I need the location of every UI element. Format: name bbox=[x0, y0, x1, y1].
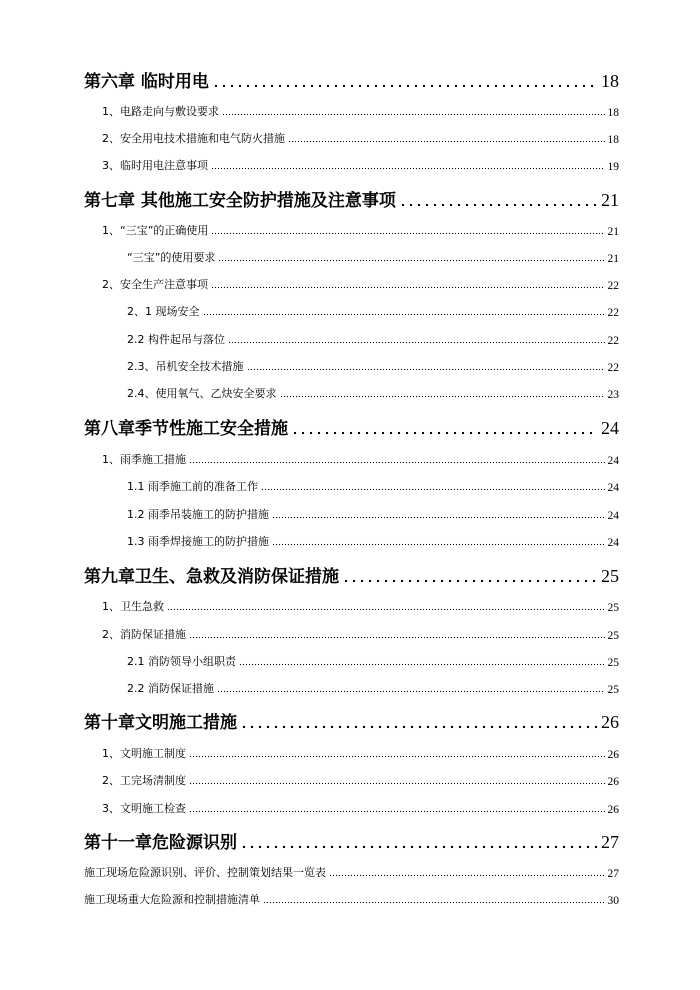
toc-subsection-entry[interactable] bbox=[127, 249, 619, 265]
dot-leader bbox=[291, 419, 598, 435]
dot-leader bbox=[167, 601, 605, 611]
toc-section-entry[interactable] bbox=[102, 157, 619, 173]
toc-section-entry[interactable] bbox=[102, 626, 619, 642]
dot-leader bbox=[211, 225, 604, 235]
toc-entry[interactable] bbox=[84, 891, 619, 907]
toc-chapter-entry[interactable] bbox=[84, 187, 619, 211]
toc-page-number: 26 bbox=[607, 749, 619, 761]
dot-leader bbox=[189, 748, 605, 758]
toc-subsection-entry[interactable] bbox=[127, 506, 619, 522]
toc-page-number: 18 bbox=[607, 134, 619, 146]
toc-subsection-entry[interactable] bbox=[127, 478, 619, 494]
toc-subsection-entry[interactable] bbox=[127, 303, 619, 319]
toc-entry-title: 2、安全用电技术措施和电气防火措施 bbox=[102, 132, 285, 145]
toc-entry-title: 第十一章危险源识别 bbox=[84, 833, 237, 853]
dot-leader bbox=[189, 454, 605, 464]
toc-entry-title: 2、工完场清制度 bbox=[102, 774, 186, 787]
toc-entry-title: 施工现场重大危险源和控制措施清单 bbox=[84, 893, 260, 906]
toc-page-number: 19 bbox=[607, 161, 619, 173]
dot-leader bbox=[228, 334, 605, 344]
toc-entry-title: 2.4、使用氧气、乙炔安全要求 bbox=[127, 387, 277, 400]
toc-page-number: 26 bbox=[607, 804, 619, 816]
toc-entry-title: 第八章季节性施工安全措施 bbox=[84, 419, 288, 439]
dot-leader bbox=[189, 775, 605, 785]
toc-entry-title: 1、“三宝”的正确使用 bbox=[102, 224, 209, 237]
dot-leader bbox=[261, 481, 605, 491]
toc-section-entry[interactable] bbox=[102, 745, 619, 761]
dot-leader bbox=[203, 306, 605, 316]
toc-entry-title: 第六章 临时用电 bbox=[84, 72, 209, 92]
toc-page-number: 21 bbox=[607, 253, 619, 265]
toc-entry-title: 第十章文明施工措施 bbox=[84, 713, 237, 733]
toc-page-number: 21 bbox=[601, 190, 619, 210]
toc-entry-title: 施工现场危险源识别、评价、控制策划结果一览表 bbox=[84, 866, 326, 879]
toc-chapter-entry[interactable] bbox=[84, 415, 619, 439]
toc-entry-title: 1、文明施工制度 bbox=[102, 747, 186, 760]
dot-leader bbox=[280, 388, 605, 398]
toc-page-number: 18 bbox=[601, 71, 619, 91]
dot-leader bbox=[288, 133, 605, 143]
toc-page-number: 26 bbox=[601, 712, 619, 732]
toc-page-number: 18 bbox=[607, 107, 619, 119]
toc-page-number: 23 bbox=[607, 389, 619, 401]
toc-entry-title: 1.1 雨季施工前的准备工作 bbox=[127, 480, 258, 493]
dot-leader bbox=[217, 683, 605, 693]
dot-leader bbox=[240, 713, 598, 729]
toc-entry-title: 1、雨季施工措施 bbox=[102, 453, 186, 466]
toc-entry[interactable] bbox=[84, 864, 619, 880]
toc-subsection-entry[interactable] bbox=[127, 358, 619, 374]
toc-section-entry[interactable] bbox=[102, 103, 619, 119]
toc-page-number: 25 bbox=[607, 630, 619, 642]
toc-subsection-entry[interactable] bbox=[127, 385, 619, 401]
toc-page-number: 25 bbox=[607, 684, 619, 696]
toc-entry-title: 2.1 消防领导小组职责 bbox=[127, 655, 236, 668]
toc-entry-title: 2、1 现场安全 bbox=[127, 305, 200, 318]
toc-entry-title: 1.2 雨季吊装施工的防护措施 bbox=[127, 508, 269, 521]
toc-page-number: 24 bbox=[607, 537, 619, 549]
toc-section-entry[interactable] bbox=[102, 772, 619, 788]
dot-leader bbox=[211, 160, 605, 170]
toc-page-number: 24 bbox=[607, 455, 619, 467]
toc-page-number: 25 bbox=[607, 657, 619, 669]
toc-page-number: 25 bbox=[607, 602, 619, 614]
toc-entry-title: 1.3 雨季焊接施工的防护措施 bbox=[127, 535, 269, 548]
dot-leader bbox=[239, 656, 605, 666]
toc-page-number: 24 bbox=[607, 510, 619, 522]
toc-page-number: 25 bbox=[601, 566, 619, 586]
toc-page-number: 30 bbox=[607, 895, 619, 907]
toc-entry-title: “三宝”的使用要求 bbox=[127, 251, 216, 264]
toc-entry-title: 第九章卫生、急救及消防保证措施 bbox=[84, 567, 339, 587]
toc-chapter-entry[interactable] bbox=[84, 829, 619, 853]
toc-entry-title: 2.3、吊机安全技术措施 bbox=[127, 360, 244, 373]
toc-page-number: 22 bbox=[607, 280, 619, 292]
dot-leader bbox=[399, 191, 598, 207]
toc-page-number: 27 bbox=[607, 868, 619, 880]
dot-leader bbox=[240, 833, 598, 849]
dot-leader bbox=[211, 279, 605, 289]
dot-leader bbox=[342, 567, 598, 583]
toc-page-number: 27 bbox=[601, 832, 619, 852]
toc-subsection-entry[interactable] bbox=[127, 653, 619, 669]
toc-section-entry[interactable] bbox=[102, 598, 619, 614]
toc-page-number: 21 bbox=[607, 226, 619, 238]
toc-subsection-entry[interactable] bbox=[127, 331, 619, 347]
toc-entry-title: 3、临时用电注意事项 bbox=[102, 159, 208, 172]
toc-entry-title: 2、消防保证措施 bbox=[102, 628, 186, 641]
toc-entry-title: 2、安全生产注意事项 bbox=[102, 278, 208, 291]
toc-entry-title: 第七章 其他施工安全防护措施及注意事项 bbox=[84, 191, 396, 211]
toc-page-number: 22 bbox=[607, 362, 619, 374]
toc-page-number: 22 bbox=[607, 307, 619, 319]
toc-chapter-entry[interactable] bbox=[84, 68, 619, 92]
toc-page-number: 24 bbox=[601, 418, 619, 438]
toc-entry-title: 3、文明施工检查 bbox=[102, 802, 186, 815]
dot-leader bbox=[222, 106, 605, 116]
toc-section-entry[interactable] bbox=[102, 130, 619, 146]
toc-page-number: 24 bbox=[607, 482, 619, 494]
dot-leader bbox=[218, 252, 604, 262]
dot-leader bbox=[272, 536, 605, 546]
toc-page-number: 26 bbox=[607, 776, 619, 788]
toc-subsection-entry[interactable] bbox=[127, 680, 619, 696]
toc-chapter-entry[interactable] bbox=[84, 563, 619, 587]
dot-leader bbox=[263, 894, 605, 904]
toc-section-entry[interactable] bbox=[102, 222, 619, 238]
toc-section-entry[interactable] bbox=[102, 276, 619, 292]
toc-entry-title: 1、卫生急救 bbox=[102, 600, 164, 613]
toc-subsection-entry[interactable] bbox=[127, 533, 619, 549]
toc-page-number: 22 bbox=[607, 335, 619, 347]
dot-leader bbox=[272, 509, 605, 519]
toc-entry-title: 2.2 构件起吊与落位 bbox=[127, 333, 225, 346]
toc-chapter-entry[interactable] bbox=[84, 709, 619, 733]
dot-leader bbox=[329, 867, 605, 877]
toc-entry-title: 1、电路走向与敷设要求 bbox=[102, 105, 219, 118]
dot-leader bbox=[189, 803, 605, 813]
dot-leader bbox=[247, 361, 605, 371]
toc-entry-title: 2.2 消防保证措施 bbox=[127, 682, 214, 695]
toc-section-entry[interactable] bbox=[102, 451, 619, 467]
toc-section-entry[interactable] bbox=[102, 800, 619, 816]
dot-leader bbox=[189, 629, 605, 639]
dot-leader bbox=[212, 72, 598, 88]
